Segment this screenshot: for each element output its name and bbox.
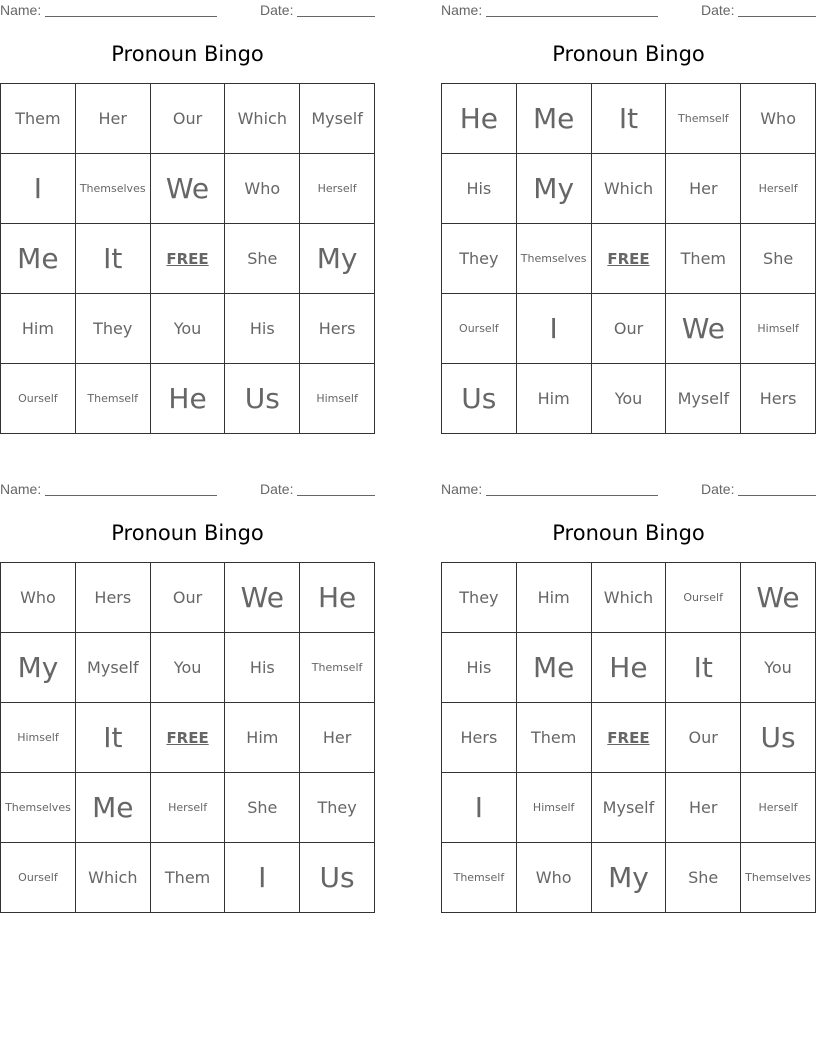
bingo-cell: Themselves	[741, 843, 816, 913]
bingo-row	[442, 364, 816, 434]
bingo-row	[1, 773, 375, 843]
bingo-cell: Themselves	[1, 773, 76, 843]
bingo-cell: My	[516, 154, 591, 224]
bingo-cell: Hers	[75, 563, 150, 633]
bingo-cell: I	[442, 773, 517, 843]
bingo-cell: Them	[1, 84, 76, 154]
bingo-cell: She	[225, 224, 300, 294]
card-header	[441, 479, 816, 499]
bingo-cell: Them	[516, 703, 591, 773]
bingo-cell: Who	[225, 154, 300, 224]
card-header	[441, 0, 816, 20]
bingo-cell: His	[225, 294, 300, 364]
bingo-row	[1, 224, 375, 294]
bingo-cell: Her	[300, 703, 375, 773]
bingo-cell: Which	[591, 563, 666, 633]
bingo-cell: We	[225, 563, 300, 633]
name-label: Name:	[0, 2, 42, 18]
bingo-cell: It	[666, 633, 741, 703]
bingo-cell: I	[516, 294, 591, 364]
bingo-cell: She	[741, 224, 816, 294]
bingo-row	[442, 773, 816, 843]
bingo-cell: Themself	[300, 633, 375, 703]
bingo-cell: Herself	[300, 154, 375, 224]
bingo-cell: We	[150, 154, 225, 224]
bingo-cell: Which	[75, 843, 150, 913]
bingo-cell: Us	[741, 703, 816, 773]
bingo-row	[1, 294, 375, 364]
card-header	[0, 0, 375, 20]
bingo-cell: Hers	[300, 294, 375, 364]
name-blank-line	[45, 16, 217, 17]
card-title: Pronoun Bingo	[552, 521, 705, 545]
bingo-cell: He	[300, 563, 375, 633]
bingo-cell: Ourself	[1, 843, 76, 913]
bingo-row	[442, 633, 816, 703]
name-blank-line	[45, 495, 217, 496]
bingo-cell: Hers	[442, 703, 517, 773]
bingo-cell: Themselves	[75, 154, 150, 224]
bingo-cell: Themself	[666, 84, 741, 154]
bingo-row	[1, 364, 375, 434]
bingo-cell: You	[591, 364, 666, 434]
card-title: Pronoun Bingo	[111, 42, 264, 66]
free-space: FREE	[150, 703, 225, 773]
name-blank-line	[486, 495, 658, 496]
bingo-cell: She	[225, 773, 300, 843]
bingo-cell: Himself	[1, 703, 76, 773]
bingo-cell: Hers	[741, 364, 816, 434]
bingo-cell: His	[442, 633, 517, 703]
bingo-cell: Who	[741, 84, 816, 154]
bingo-cell: Them	[666, 224, 741, 294]
bingo-cell: Me	[516, 84, 591, 154]
date-blank-line	[738, 16, 816, 17]
bingo-cell: It	[75, 703, 150, 773]
bingo-cell: Themself	[75, 364, 150, 434]
bingo-cell: Her	[666, 154, 741, 224]
bingo-cell: Us	[442, 364, 517, 434]
bingo-cell: His	[225, 633, 300, 703]
bingo-row	[442, 294, 816, 364]
bingo-row	[1, 633, 375, 703]
bingo-cell: Myself	[591, 773, 666, 843]
name-label: Name:	[441, 481, 483, 497]
bingo-cell: Us	[225, 364, 300, 434]
name-label: Name:	[0, 481, 42, 497]
bingo-grid	[0, 562, 375, 913]
bingo-grid	[0, 83, 375, 434]
bingo-cell: Myself	[300, 84, 375, 154]
bingo-cell: Themselves	[516, 224, 591, 294]
bingo-card-1	[0, 0, 375, 433]
date-blank-line	[297, 495, 375, 496]
bingo-cell: Which	[225, 84, 300, 154]
date-blank-line	[297, 16, 375, 17]
bingo-row	[1, 703, 375, 773]
bingo-cell: Him	[1, 294, 76, 364]
bingo-row	[442, 843, 816, 913]
bingo-cell: I	[225, 843, 300, 913]
bingo-card-2	[441, 0, 816, 433]
bingo-cell: Me	[516, 633, 591, 703]
bingo-cell: I	[1, 154, 76, 224]
bingo-cell: You	[741, 633, 816, 703]
bingo-cell: Our	[666, 703, 741, 773]
bingo-cell: His	[442, 154, 517, 224]
bingo-cell: Her	[75, 84, 150, 154]
bingo-cell: They	[442, 563, 517, 633]
bingo-cell: You	[150, 633, 225, 703]
bingo-cell: Himself	[300, 364, 375, 434]
bingo-row	[442, 224, 816, 294]
bingo-cell: Which	[591, 154, 666, 224]
bingo-cell: Himself	[741, 294, 816, 364]
bingo-row	[1, 154, 375, 224]
bingo-cell: Me	[1, 224, 76, 294]
date-label: Date:	[701, 2, 735, 18]
free-space: FREE	[591, 703, 666, 773]
bingo-cell: He	[150, 364, 225, 434]
date-label: Date:	[260, 2, 294, 18]
bingo-grid	[441, 83, 816, 434]
bingo-cell: Our	[591, 294, 666, 364]
bingo-cell: He	[442, 84, 517, 154]
date-label: Date:	[701, 481, 735, 497]
bingo-grid	[441, 562, 816, 913]
bingo-cell: They	[75, 294, 150, 364]
bingo-cell: Myself	[75, 633, 150, 703]
bingo-cell: Herself	[150, 773, 225, 843]
bingo-row	[442, 84, 816, 154]
bingo-cell: They	[442, 224, 517, 294]
bingo-cell: Who	[516, 843, 591, 913]
bingo-card-4	[441, 479, 816, 912]
bingo-cell: Our	[150, 563, 225, 633]
bingo-cell: Themself	[442, 843, 517, 913]
card-title: Pronoun Bingo	[552, 42, 705, 66]
bingo-cell: She	[666, 843, 741, 913]
bingo-cell: You	[150, 294, 225, 364]
bingo-cell: Ourself	[1, 364, 76, 434]
date-blank-line	[738, 495, 816, 496]
bingo-cell: My	[300, 224, 375, 294]
bingo-cell: Myself	[666, 364, 741, 434]
bingo-cell: Him	[516, 364, 591, 434]
bingo-cell: Him	[225, 703, 300, 773]
bingo-row	[442, 703, 816, 773]
bingo-row	[442, 563, 816, 633]
bingo-cell: Our	[150, 84, 225, 154]
bingo-row	[1, 84, 375, 154]
bingo-cell: Who	[1, 563, 76, 633]
bingo-cell: Him	[516, 563, 591, 633]
bingo-cell: Me	[75, 773, 150, 843]
bingo-cell: Ourself	[442, 294, 517, 364]
bingo-cell: Us	[300, 843, 375, 913]
bingo-card-3	[0, 479, 375, 912]
bingo-row	[442, 154, 816, 224]
bingo-cell: My	[591, 843, 666, 913]
card-header	[0, 479, 375, 499]
bingo-cell: We	[666, 294, 741, 364]
bingo-cell: Himself	[516, 773, 591, 843]
bingo-cell: Herself	[741, 773, 816, 843]
free-space: FREE	[150, 224, 225, 294]
free-space: FREE	[591, 224, 666, 294]
bingo-cell: They	[300, 773, 375, 843]
bingo-cell: Them	[150, 843, 225, 913]
card-title: Pronoun Bingo	[111, 521, 264, 545]
bingo-cell: Ourself	[666, 563, 741, 633]
bingo-cell: We	[741, 563, 816, 633]
bingo-cell: It	[75, 224, 150, 294]
bingo-cell: My	[1, 633, 76, 703]
bingo-cell: Herself	[741, 154, 816, 224]
bingo-row	[1, 843, 375, 913]
bingo-cell: Her	[666, 773, 741, 843]
bingo-cell: It	[591, 84, 666, 154]
name-label: Name:	[441, 2, 483, 18]
bingo-row	[1, 563, 375, 633]
name-blank-line	[486, 16, 658, 17]
bingo-cell: He	[591, 633, 666, 703]
date-label: Date:	[260, 481, 294, 497]
